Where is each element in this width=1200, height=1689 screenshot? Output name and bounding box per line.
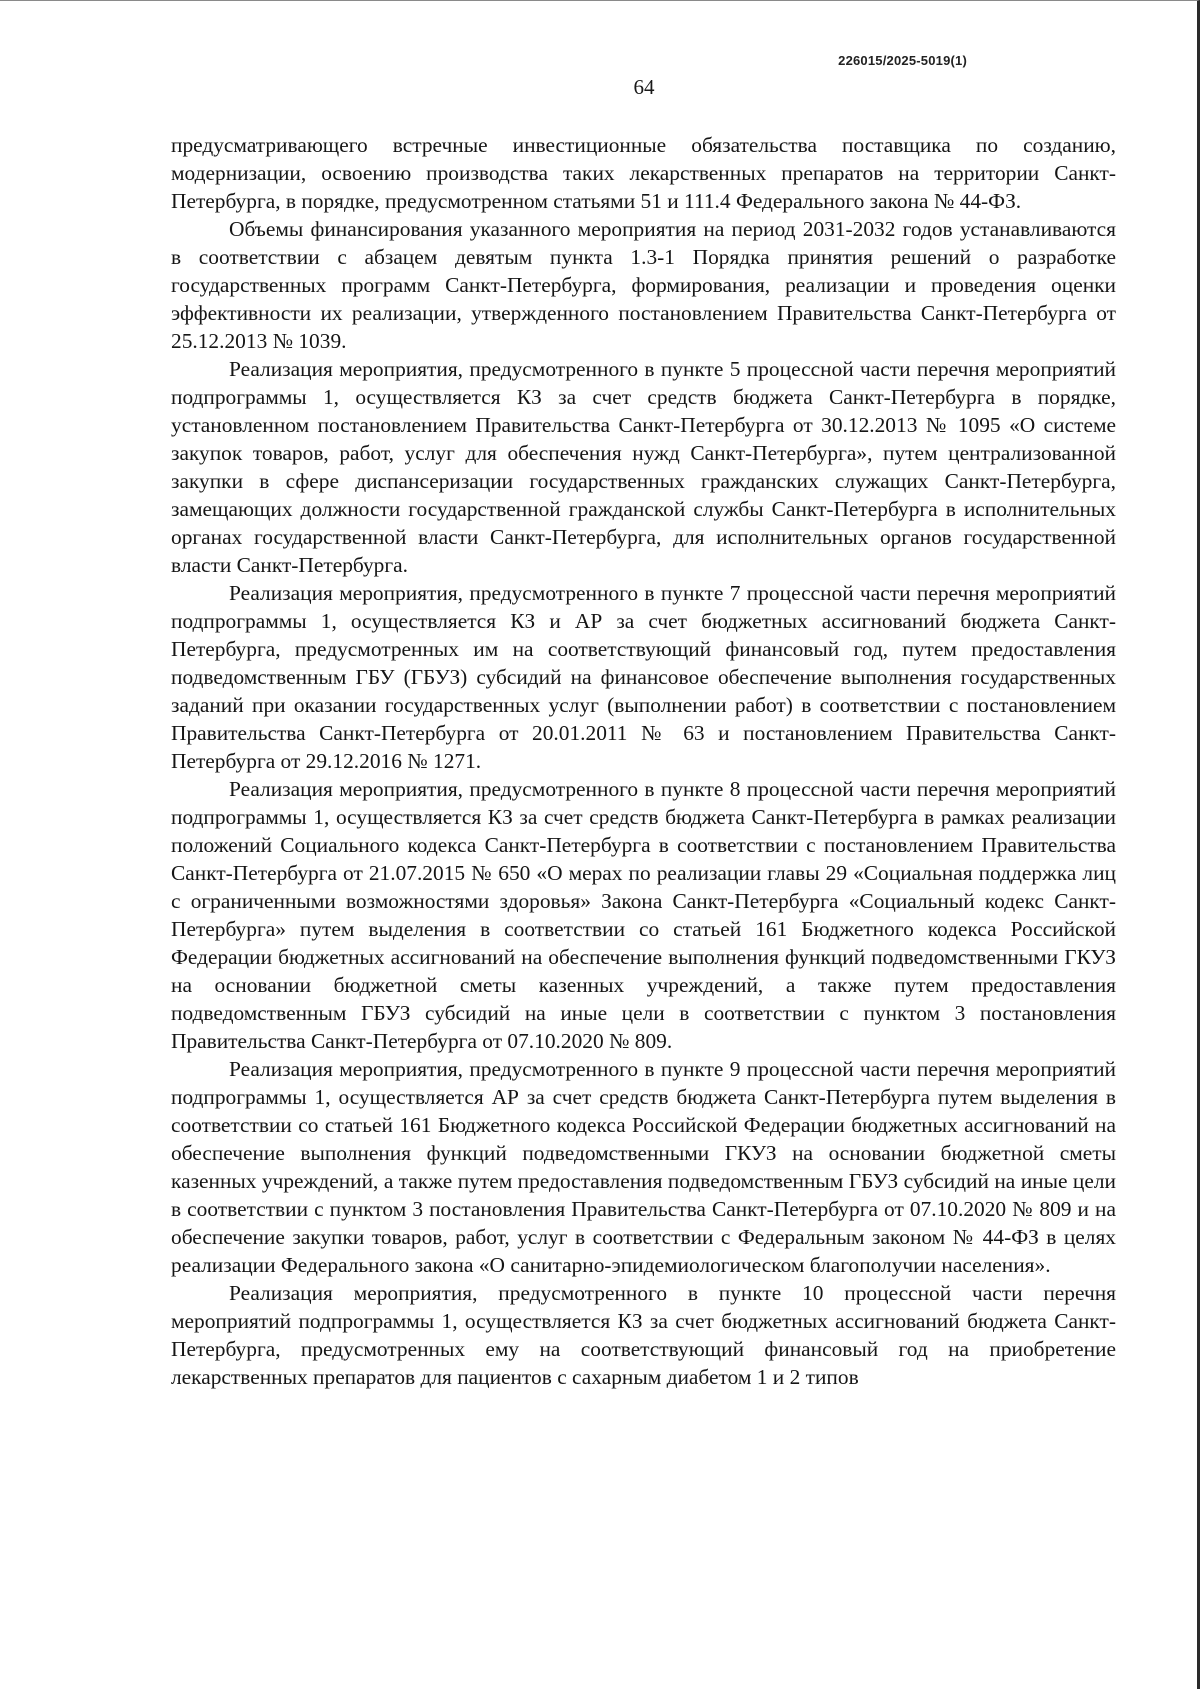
- paragraph: Реализация мероприятия, предусмотренного в пункте 8 процессной части перечня мероприятий подпрограммы 1, осуществляется КЗ за счет средств бюджета Санкт-Петербурга в рамках реализации положений Социального кодекса Санкт-Петербурга в соответствии с постановлением Правительства Санкт-Петербурга от 21.07.2015 № 650 «О мерах по реализации главы 29 «Социальная поддержка лиц с ограниченными возможностями здоровья» Закона Санкт-Петербурга «Социальный кодекс Санкт-Петербурга» путем выделения в соответствии со статьей 161 Бюджетного кодекса Российской Федерации бюджетных ассигнований на обеспечение выполнения функций подведомственными ГКУЗ на основании бюджетной сметы казенных учреждений, а также путем предоставления подведомственным ГБУЗ субсидий на иные цели в соответствии с пунктом 3 постановления Правительства Санкт-Петербурга от 07.10.2020 № 809.: [171, 777, 1116, 1053]
- document-body: [171, 131, 1116, 1391]
- page-number: 64: [633, 75, 655, 99]
- paragraph: Реализация мероприятия, предусмотренного в пункте 7 процессной части перечня мероприятий подпрограммы 1, осуществляется КЗ и АР за счет бюджетных ассигнований бюджета Санкт-Петербурга, предусмотренных им на соответствующий финансовый год, путем предоставления подведомственным ГБУ (ГБУЗ) субсидий на финансовое обеспечение выполнения государственных заданий при оказании государственных услуг (выполнении работ) в соответствии с постановлением Правительства Санкт-Петербурга от 20.01.2011 № 63 и постановлением Правительства Санкт-Петербурга от 29.12.2016 № 1271.: [171, 581, 1116, 773]
- paragraph: Реализация мероприятия, предусмотренного в пункте 9 процессной части перечня мероприятий подпрограммы 1, осуществляется АР за счет средств бюджета Санкт-Петербурга путем выделения в соответствии со статьей 161 Бюджетного кодекса Российской Федерации бюджетных ассигнований на обеспечение выполнения функций подведомственными ГКУЗ на основании бюджетной сметы казенных учреждений, а также путем предоставления подведомственным ГБУЗ субсидий на иные цели в соответствии с пунктом 3 постановления Правительства Санкт-Петербурга от 07.10.2020 № 809 и на обеспечение закупки товаров, работ, услуг в соответствии с Федеральным законом № 44-ФЗ в целях реализации Федерального закона «О санитарно-эпидемиологическом благополучии населения».: [171, 1057, 1116, 1277]
- paragraph: Реализация мероприятия, предусмотренного в пункте 5 процессной части перечня мероприятий подпрограммы 1, осуществляется КЗ за счет средств бюджета Санкт-Петербурга в порядке, установленном постановлением Правительства Санкт-Петербурга от 30.12.2013 № 1095 «О системе закупок товаров, работ, услуг для обеспечения нужд Санкт-Петербурга», путем централизованной закупки в сфере диспансеризации государственных гражданских служащих Санкт-Петербурга, замещающих должности государственной гражданской службы Санкт-Петербурга в исполнительных органах государственной власти Санкт-Петербурга, для исполнительных органов государственной власти Санкт-Петербурга.: [171, 357, 1116, 577]
- paragraph: Объемы финансирования указанного мероприятия на период 2031-2032 годов устанавливаются в соответствии с абзацем девятым пункта 1.3-1 Порядка принятия решений о разработке государственных программ Санкт-Петербурга, формирования, реализации и проведения оценки эффективности их реализации, утвержденного постановлением Правительства Санкт-Петербурга от 25.12.2013 № 1039.: [171, 217, 1116, 353]
- document-id: 226015/2025-5019(1): [838, 53, 967, 68]
- paragraph: Реализация мероприятия, предусмотренного в пункте 10 процессной части перечня мероприятий подпрограммы 1, осуществляется КЗ за счет бюджетных ассигнований бюджета Санкт-Петербурга, предусмотренных ему на соответствующий финансовый год на приобретение лекарственных препаратов для пациентов с сахарным диабетом 1 и 2 типов: [171, 1281, 1116, 1389]
- paragraph: предусматривающего встречные инвестиционные обязательства поставщика по созданию, модернизации, освоению производства таких лекарственных препаратов на территории Санкт-Петербурга, в порядке, предусмотренном статьями 51 и 111.4 Федерального закона № 44-ФЗ.: [171, 133, 1116, 213]
